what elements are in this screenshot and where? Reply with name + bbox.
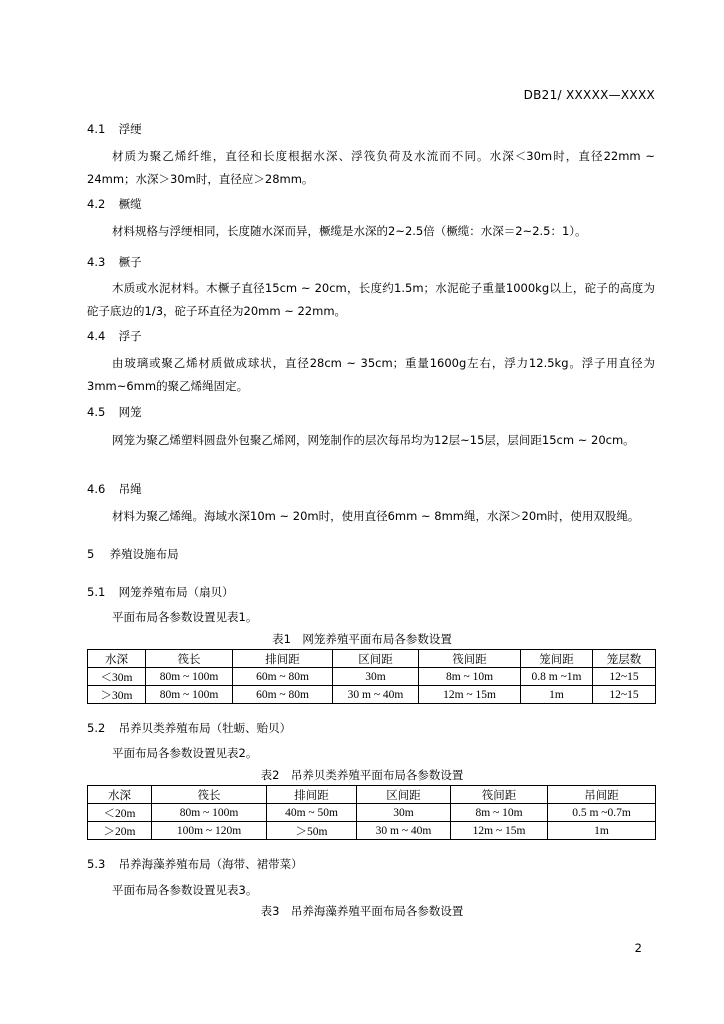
table-cell: 80m ~ 100m (152, 804, 267, 822)
table-cell: 40m ~ 50m (267, 804, 357, 822)
table-header-row (88, 786, 656, 804)
section-heading-4-2: 4.2 橛缆 (87, 197, 142, 211)
table-row (88, 822, 656, 840)
table-cell: 80m ~ 100m (146, 668, 233, 686)
table-cell: 12~15 (593, 668, 656, 686)
table-cell: 12m ~ 15m (419, 686, 521, 704)
table-cell: 60m ~ 80m (233, 668, 333, 686)
section-heading-5-2: 5.2 吊养贝类养殖布局（牡蛎、贻贝） (87, 721, 292, 735)
table-cell: ＞50m (267, 822, 357, 840)
table-3-caption: 表3 吊养海藻养殖平面布局各参数设置 (260, 904, 464, 918)
table-cell: 30m (333, 668, 419, 686)
table-header-row (88, 650, 656, 668)
section-heading-5: 5 养殖设施布局 (87, 547, 179, 561)
table-cell: 60m ~ 80m (233, 686, 333, 704)
section-text-4-1: 材质为聚乙烯纤维，直径和长度根据水深、浮筏负荷及水流而不同。水深＜30m时，直径22mm ~ 24mm；水深＞30m时，直径应＞28mm。 (87, 149, 655, 186)
table-cell: 8m ~ 10m (451, 804, 548, 822)
table-row (88, 686, 656, 704)
section-heading-4-3: 4.3 橛子 (87, 255, 142, 269)
table-2 (87, 785, 656, 840)
section-heading-4-1: 4.1 浮绠 (87, 122, 142, 136)
table-cell: 30 m ~ 40m (333, 686, 419, 704)
table-2-caption: 表2 吊养贝类养殖平面布局各参数设置 (260, 768, 464, 782)
section-text-4-6: 材料为聚乙烯绳。海域水深10m ~ 20m时，使用直径6mm ~ 8mm绳，水深＞20m时，使用双股绳。 (112, 509, 640, 523)
table-1-caption: 表1 网笼养殖平面布局各参数设置 (272, 632, 452, 646)
table-header-cell: 笼间距 (521, 650, 593, 668)
table-header-cell: 排间距 (267, 786, 357, 804)
table-header-cell: 水深 (88, 650, 146, 668)
table-cell: 1m (548, 822, 656, 840)
table-cell: 0.8 m ~1m (521, 668, 593, 686)
table-row (88, 668, 656, 686)
section-text-4-2: 材料规格与浮绠相同，长度随水深而异，橛缆是水深的2~2.5倍（橛缆：水深＝2~2.5：1）。 (112, 224, 587, 238)
table-cell: ＞30m (88, 686, 146, 704)
section-heading-4-4: 4.4 浮子 (87, 329, 142, 343)
section-heading-5-1: 5.1 网笼养殖布局（扇贝） (87, 585, 234, 599)
table-header-cell: 筏间距 (419, 650, 521, 668)
table-cell: 1m (521, 686, 593, 704)
table-cell: 0.5 m ~0.7m (548, 804, 656, 822)
table-header-cell: 筏长 (146, 650, 233, 668)
table-cell: 30m (357, 804, 451, 822)
table-cell: 8m ~ 10m (419, 668, 521, 686)
table-header-cell: 筏间距 (451, 786, 548, 804)
table-row (88, 804, 656, 822)
table-cell: 80m ~ 100m (146, 686, 233, 704)
table-cell: 12m ~ 15m (451, 822, 548, 840)
table-header-cell: 区间距 (333, 650, 419, 668)
section-text-4-3: 木质或水泥材料。木橛子直径15cm ~ 20cm，长度约1.5m；水泥砣子重量1000kg以上，砣子的高度为砣子底边的1/3，砣子环直径为20mm ~ 22mm。 (87, 281, 655, 318)
table-cell: 100m ~ 120m (152, 822, 267, 840)
table-header-cell: 笼层数 (593, 650, 656, 668)
table-header-cell: 排间距 (233, 650, 333, 668)
table-cell: 12~15 (593, 686, 656, 704)
table-header-cell: 区间距 (357, 786, 451, 804)
section-text-5-2: 平面布局各参数设置见表2。 (112, 746, 258, 760)
section-text-5-1: 平面布局各参数设置见表1。 (112, 610, 258, 624)
table-cell: ＜20m (88, 804, 152, 822)
table-cell: ＜30m (88, 668, 146, 686)
section-text-5-3: 平面布局各参数设置见表3。 (112, 883, 258, 897)
section-heading-4-5: 4.5 网笼 (87, 405, 142, 419)
table-1 (87, 649, 656, 704)
section-text-4-5: 网笼为聚乙烯塑料圆盘外包聚乙烯网，网笼制作的层次每吊均为12层~15层，层间距15cm ~ 20cm。 (112, 433, 635, 447)
table-cell: ＞20m (88, 822, 152, 840)
section-heading-5-3: 5.3 吊养海藻养殖布局（海带、裙带菜） (87, 857, 303, 871)
section-heading-4-6: 4.6 吊绳 (87, 482, 142, 496)
page-number: 2 (634, 941, 642, 955)
table-header-cell: 水深 (88, 786, 152, 804)
doc-code: DB21/ XXXXX—XXXX (523, 88, 655, 102)
table-header-cell: 吊间距 (548, 786, 656, 804)
table-cell: 30 m ~ 40m (357, 822, 451, 840)
section-text-4-4: 由玻璃或聚乙烯材质做成球状，直径28cm ~ 35cm；重量1600g左右，浮力12.5kg。浮子用直径为3mm~6mm的聚乙烯绳固定。 (87, 356, 655, 393)
table-header-cell: 筏长 (152, 786, 267, 804)
